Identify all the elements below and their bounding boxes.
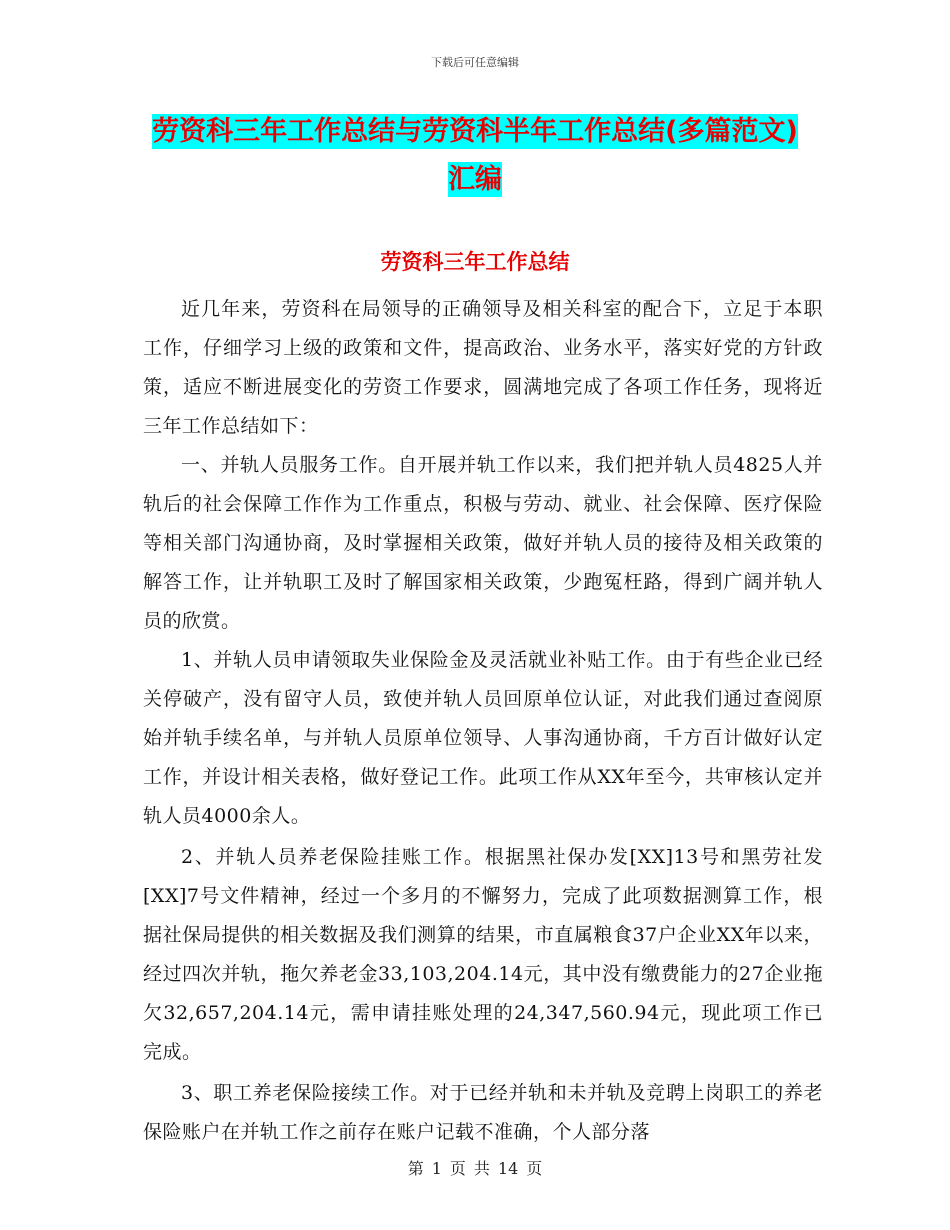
page-footer	[0, 1156, 950, 1179]
paragraph-intro: 近几年来，劳资科在局领导的正确领导及相关科室的配合下，立足于本职工作，仔细学习上级的政策和文件，提高政治、业务水平，落实好党的方针政策，适应不断进展变化的劳资工作要求，圆满地完成了各项工作任务，现将近三年工作总结如下：	[143, 298, 823, 437]
header-note: 下载后可任意编辑	[431, 56, 519, 69]
footer-page-number: 1	[431, 1159, 442, 1178]
document-body	[143, 290, 823, 1152]
footer-page-prefix: 第	[407, 1159, 424, 1178]
document-title-text: 劳资科三年工作总结与劳资科半年工作总结(多篇范文)汇编	[152, 116, 798, 195]
paragraph-item-2: 2、并轨人员养老保险挂账工作。根据黑社保办发[XX]13号和黑劳社发[XX]7号文件精神，经过一个多月的不懈努力，完成了此项数据测算工作，根据社保局提供的相关数据及我们测算的结果，市直属粮食37户企业XX年以来，经过四次并轨，拖欠养老金33,103,204.14元，其中没有缴费能力的27企业拖欠32,657,204.14元，需申请挂账处理的24,347,560.94元，现此项工作已完成。	[143, 846, 823, 1063]
document-title	[140, 108, 810, 204]
footer-total-unit: 页	[526, 1159, 543, 1178]
footer-total-prefix: 共	[473, 1159, 490, 1178]
footer-total-pages: 14	[497, 1159, 519, 1178]
paragraph-section-1: 一、并轨人员服务工作。自开展并轨工作以来，我们把并轨人员4825人并轨后的社会保障工作作为工作重点，积极与劳动、就业、社会保障、医疗保险等相关部门沟通协商，及时掌握相关政策，做好并轨人员的接待及相关政策的解答工作，让并轨职工及时了解国家相关政策，少跑冤枉路，得到广阔并轨人员的欣赏。	[143, 454, 823, 632]
paragraph-item-3: 3、职工养老保险接续工作。对于已经并轨和未并轨及竞聘上岗职工的养老保险账户在并轨工作之前存在账户记载不准确，个人部分落	[143, 1082, 823, 1143]
footer-page-unit: 页	[449, 1159, 466, 1178]
section-title: 劳资科三年工作总结	[380, 250, 570, 274]
paragraph-item-1: 1、并轨人员申请领取失业保险金及灵活就业补贴工作。由于有些企业已经关停破产，没有留守人员，致使并轨人员回原单位认证，对此我们通过查阅原始并轨手续名单，与并轨人员原单位领导、人事沟通协商，千方百计做好认定工作，并设计相关表格，做好登记工作。此项工作从XX年至今，共审核认定并轨人员4000余人。	[143, 649, 823, 827]
